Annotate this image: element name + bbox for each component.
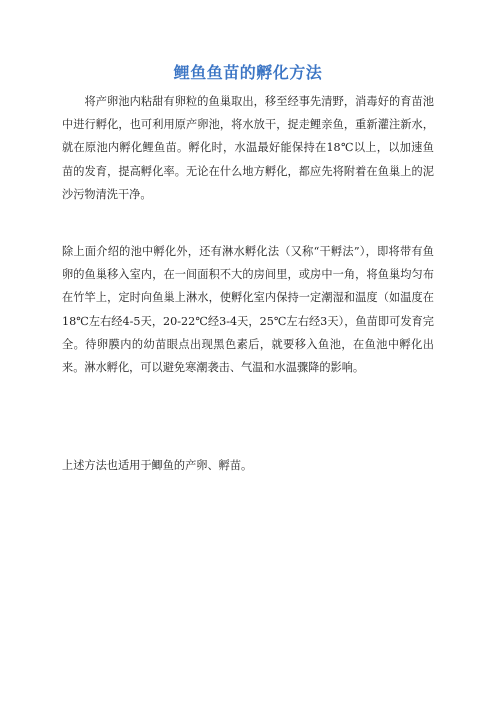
paragraph-incubation-method: 将产卵池内粘甜有卵粒的鱼巢取出，移至经事先清野，消毒好的育苗池中进行孵化，也可利用原产卵池，将水放干，捉走鲤亲鱼，重新灌注新水，就在原池内孵化鲤鱼苗。孵化时，水温最好能保持在18℃以上，以加速鱼苗的发育，提高孵化率。无论在什么地方孵化，都应先将附着在鱼巢上的泥沙污物清洗干净。 [62,95,434,201]
document-title: 鲤鱼鱼苗的孵化方法 [173,63,323,82]
paragraph-dry-incubation: 除上面介绍的池中孵化外，还有淋水孵化法（又称“干孵法”），即将带有鱼卵的鱼巢移入室内，在一间面积不大的房间里，或房中一角，将鱼巢均匀布在竹竿上，定时向鱼巢上淋水，使孵化室内保持一定潮湿和温度（如温度在18℃左右经4-5天，20-22℃经3-4天，25℃左右经3天），鱼苗即可发育完全。待卵膜内的幼苗眼点出现黑色素后，就要移入鱼池，在鱼池中孵化出来。淋水孵化，可以避免寒潮袭击、气温和水温骤降的影响。 [62,245,434,375]
paragraph-crucian-note: 上述方法也适用于鲫鱼的产卵、孵苗。 [62,459,253,472]
